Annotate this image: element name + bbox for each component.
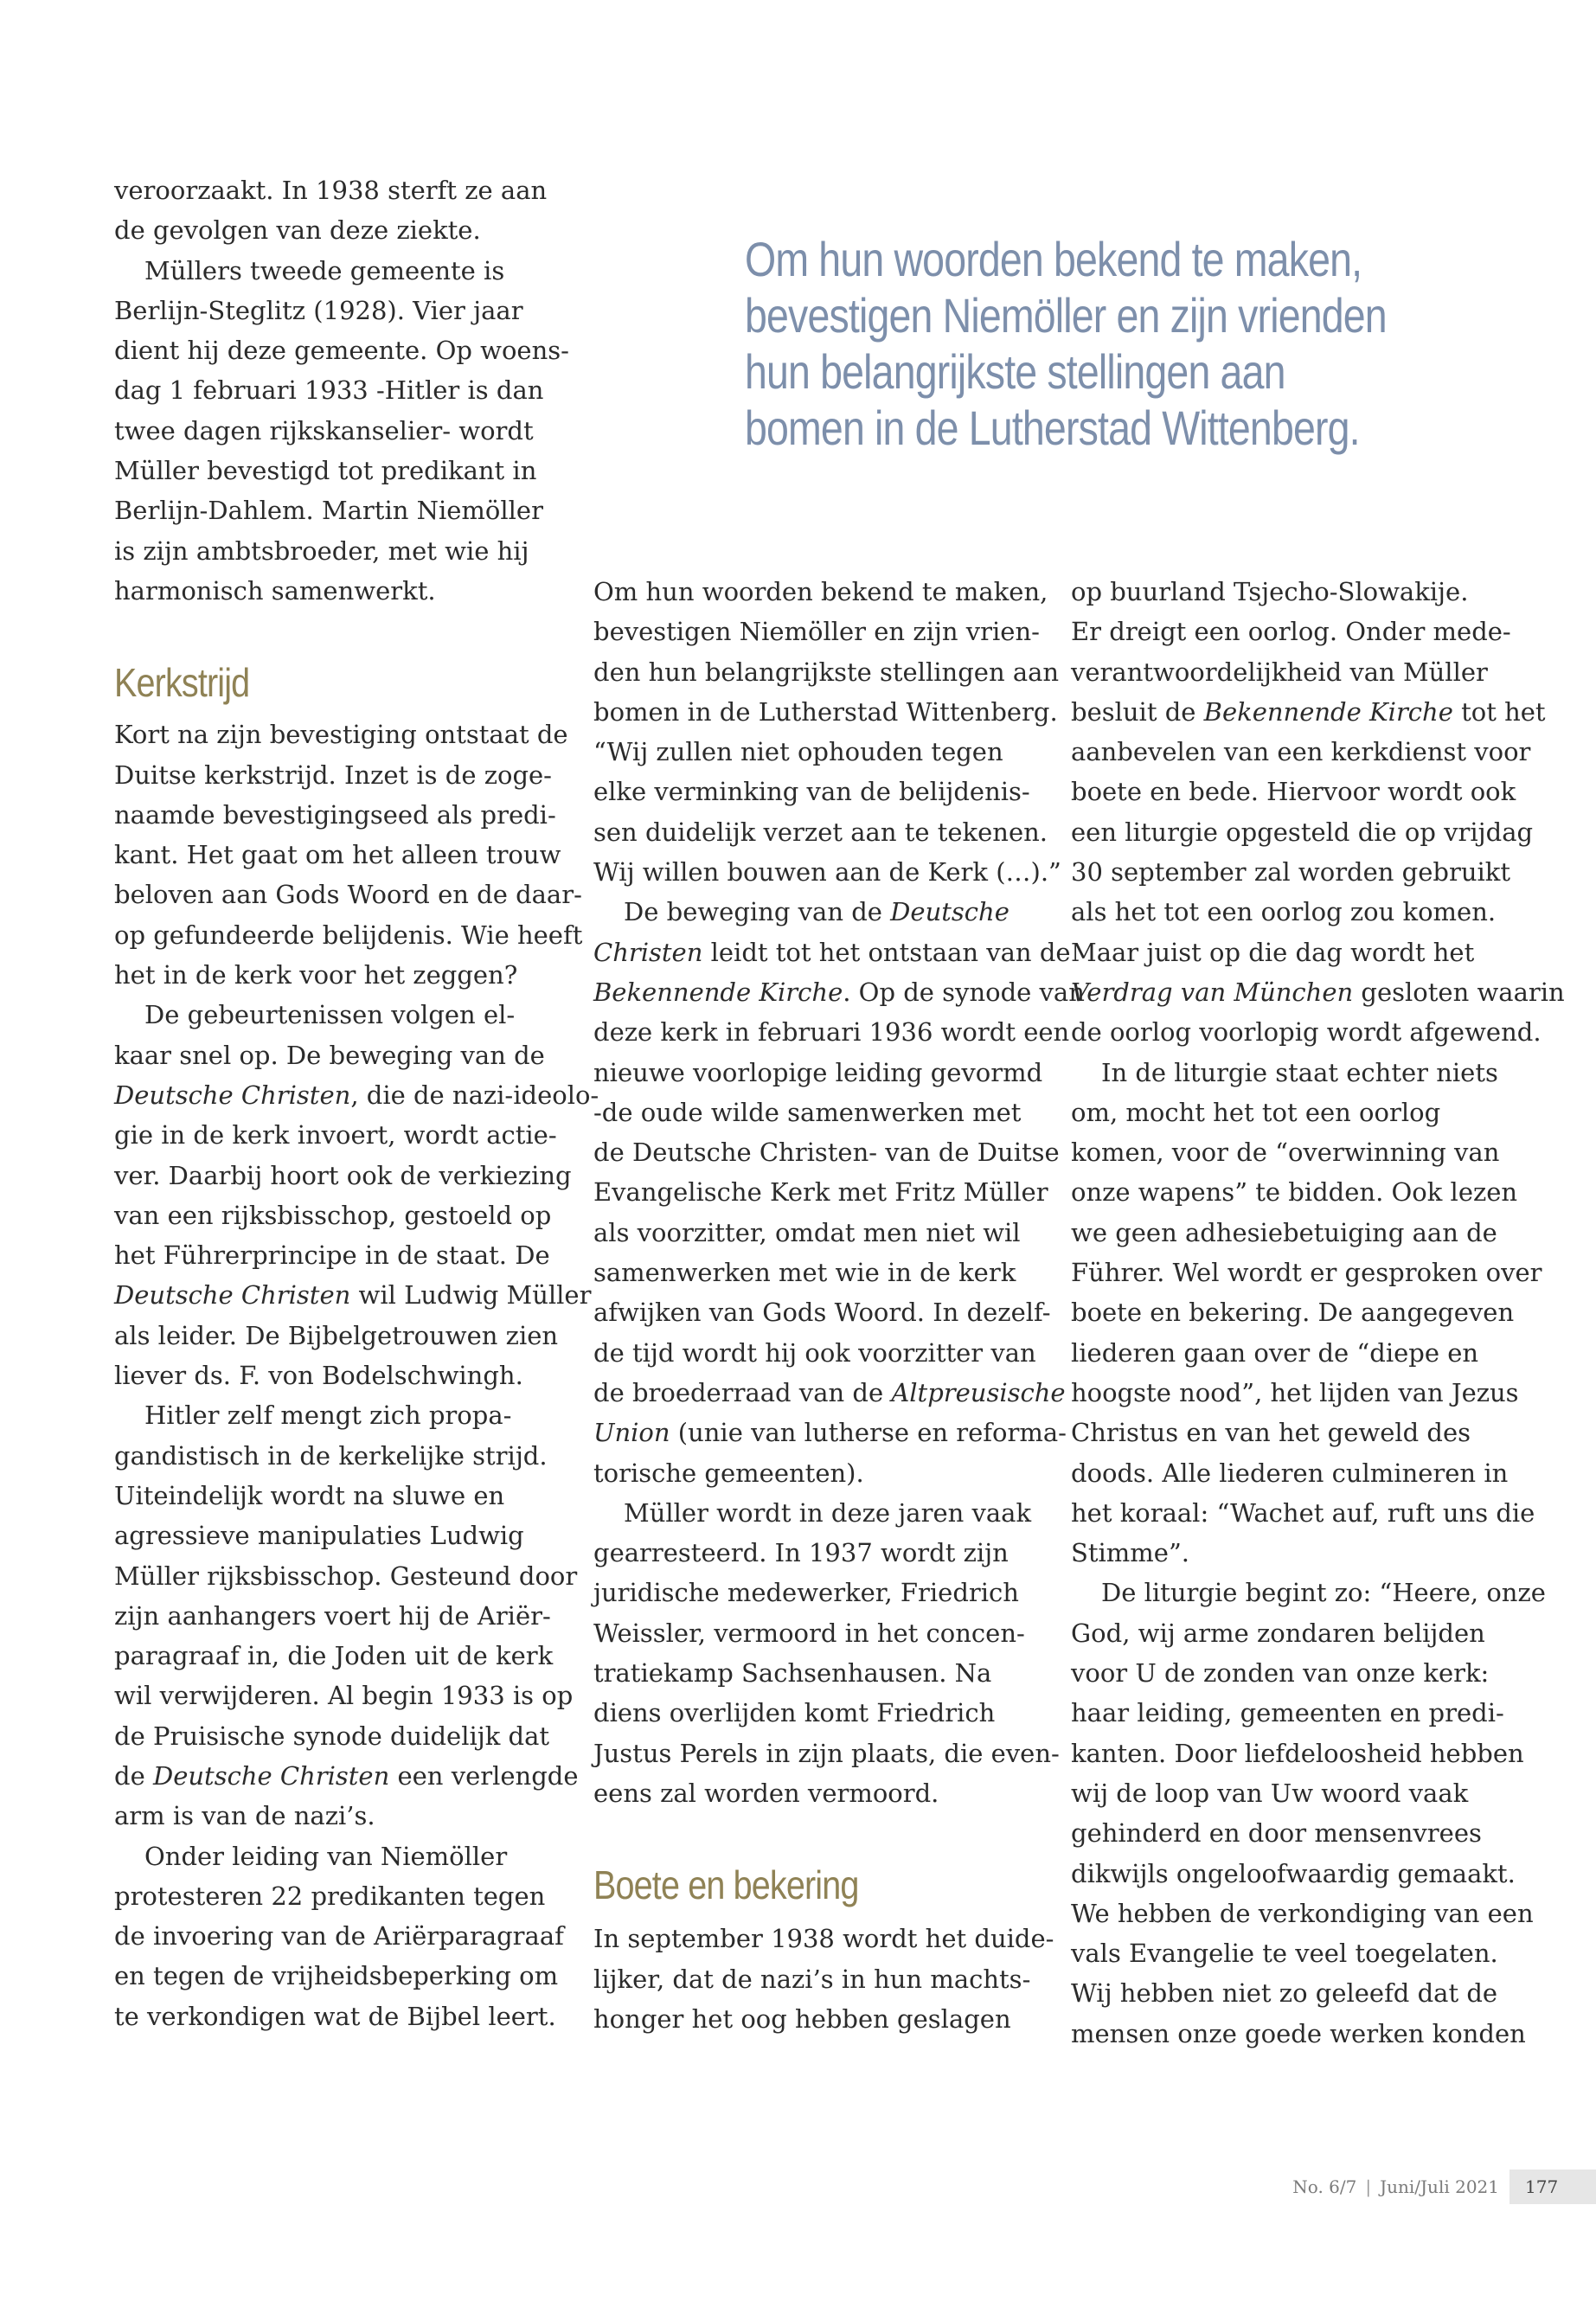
- text-line: Weissler, vermoord in het concen-: [593, 1618, 1025, 1648]
- italic-term: Deutsche Christen: [114, 1280, 351, 1311]
- text-line: komen, voor de “overwinning van: [1071, 1138, 1500, 1168]
- text-line: gandistisch in de kerkelijke strijd.: [114, 1440, 548, 1471]
- text-line: God, wij arme zondaren belijden: [1071, 1618, 1485, 1648]
- text-line: arm is van de nazi’s.: [114, 1801, 375, 1831]
- pull-quote: [745, 231, 1391, 456]
- text-line: op buurland Tsjecho-Slowakije.: [1071, 577, 1469, 606]
- text-line: veroorzaakt. In 1938 sterft ze aan: [114, 176, 548, 205]
- text-line: Uiteindelijk wordt na sluwe en: [114, 1480, 505, 1510]
- issue-date: Juni/Juli 2021: [1380, 2176, 1499, 2197]
- italic-term: Verdrag van München: [1071, 977, 1354, 1007]
- text-line: Christus en van het geweld des: [1071, 1418, 1471, 1448]
- text-line: liever ds. F. von Bodelschwingh.: [114, 1361, 523, 1391]
- text-line: . Op de synode van: [843, 977, 1085, 1007]
- paragraph: [114, 251, 569, 612]
- text-line: sen duidelijk verzet aan te tekenen.: [593, 817, 1048, 847]
- paragraph: [593, 572, 1061, 892]
- paragraph: [1071, 572, 1565, 1053]
- text-line: van een rijksbisschop, gestoeld op: [114, 1200, 552, 1230]
- text-line: Evangelische Kerk met Fritz Müller: [593, 1177, 1048, 1208]
- text-line: Er dreigt een oorlog. Onder mede-: [1071, 617, 1511, 647]
- text-line: vals Evangelie te veel toegelaten.: [1071, 1939, 1498, 1969]
- text-line: eens zal worden vermoord.: [593, 1778, 939, 1808]
- text-line: Justus Perels in zijn plaats, die even-: [593, 1738, 1060, 1768]
- text-line: samenwerken met wie in de kerk: [593, 1258, 1016, 1288]
- text-line: Müller wordt in deze jaren vaak: [624, 1497, 1032, 1528]
- text-line: onze wapens” te bidden. Ook lezen: [1071, 1177, 1518, 1208]
- paragraph: [114, 995, 599, 1395]
- pull-quote-line: Om hun woorden bekend te maken,: [745, 232, 1362, 286]
- text-line: de: [114, 1760, 153, 1791]
- text-line: liederen gaan over de “diepe en: [1071, 1337, 1479, 1368]
- text-line: hoogste nood”, het lijden van Jezus: [1071, 1377, 1519, 1407]
- text-line: Maar juist op die dag wordt het: [1071, 937, 1475, 967]
- text-line: doods. Alle liederen culmineren in: [1071, 1458, 1509, 1488]
- paragraph: [593, 1919, 1054, 2039]
- text-line: De gebeurtenissen volgen el-: [144, 1000, 516, 1030]
- text-line: dient hij deze gemeente. Op woens-: [114, 336, 569, 366]
- text-column-1: [114, 170, 599, 2036]
- text-line: den hun belangrijkste stellingen aan: [593, 657, 1060, 687]
- text-line: boete en bede. Hiervoor wordt ook: [1071, 777, 1516, 807]
- text-line: gie in de kerk invoert, wordt actie-: [114, 1120, 557, 1150]
- text-line: zijn aanhangers voert hij de Ariër-: [114, 1600, 551, 1631]
- text-line: bomen in de Lutherstad Wittenberg.: [593, 696, 1058, 727]
- text-line: kanten. Door liefdeloosheid hebben: [1071, 1738, 1524, 1768]
- text-line: wil Ludwig Müller: [350, 1280, 592, 1311]
- text-line: dag 1 februari 1933 -Hitler is dan: [114, 375, 544, 406]
- text-line: beloven aan Gods Woord en de daar-: [114, 880, 582, 910]
- text-line: als het tot een oorlog zou komen.: [1071, 897, 1497, 927]
- text-line: is zijn ambtsbroeder, met wie hij: [114, 535, 529, 566]
- text-line: kant. Het gaat om het alleen trouw: [114, 840, 561, 870]
- text-line: deze kerk in februari 1936 wordt een: [593, 1017, 1070, 1048]
- paragraph: [114, 715, 583, 995]
- text-line: gehinderd en door mensenvrees: [1071, 1818, 1482, 1849]
- page-number: 177: [1509, 2170, 1596, 2204]
- text-line: een liturgie opgesteld die op vrijdag: [1071, 817, 1534, 847]
- text-line: Stimme”.: [1071, 1538, 1189, 1568]
- text-line: dikwijls ongeloofwaardig gemaakt.: [1071, 1858, 1516, 1888]
- text-line: De liturgie begint zo: “Heere, onze: [1101, 1578, 1546, 1608]
- pull-quote-line: bomen in de Lutherstad Wittenberg.: [745, 401, 1360, 455]
- text-line: te verkondigen wat de Bijbel leert.: [114, 2001, 556, 2031]
- text-line: Müller bevestigd tot predikant in: [114, 456, 537, 486]
- text-line: harmonisch samenwerkt.: [114, 575, 436, 606]
- text-line: leidt tot het ontstaan van de: [702, 937, 1071, 967]
- pull-quote-line: bevestigen Niemöller en zijn vrienden: [745, 288, 1387, 343]
- text-line: juridische medewerker, Friedrich: [593, 1578, 1019, 1608]
- italic-term: Christen: [593, 937, 703, 967]
- text-line: Duitse kerkstrijd. Inzet is de zoge-: [114, 760, 552, 790]
- text-column-3: [1071, 572, 1565, 2054]
- text-column-2: [593, 572, 1085, 2039]
- paragraph: [114, 170, 555, 251]
- text-line: Berlijn-Dahlem. Martin Niemöller: [114, 496, 543, 526]
- text-line: de oorlog voorlopig wordt afgewend.: [1071, 1017, 1542, 1048]
- text-line: elke verminking van de belijdenis-: [593, 777, 1030, 807]
- text-line: als voorzitter, omdat men niet wil: [593, 1217, 1021, 1247]
- text-line: het in de kerk voor het zeggen?: [114, 960, 518, 990]
- text-line: de gevolgen van deze ziekte.: [114, 215, 481, 246]
- text-line: De beweging van de: [624, 897, 891, 927]
- issue-info: [1292, 2176, 1499, 2197]
- text-line: diens overlijden komt Friedrich: [593, 1698, 996, 1728]
- italic-term: Deutsche Christen: [114, 1080, 351, 1110]
- text-line: Hitler zelf mengt zich propa-: [144, 1400, 512, 1431]
- text-line: Müllers tweede gemeente is: [144, 255, 505, 285]
- text-line: boete en bekering. De aangegeven: [1071, 1298, 1515, 1328]
- italic-term: Bekennende Kirche: [593, 977, 843, 1007]
- text-line: haar leiding, gemeenten en predi-: [1071, 1698, 1504, 1728]
- text-line: gesloten waarin: [1353, 977, 1565, 1007]
- text-line: “Wij zullen niet ophouden tegen: [593, 737, 1003, 767]
- section-heading-kerkstrijd: Kerkstrijd: [114, 660, 250, 706]
- text-line: gearresteerd. In 1937 wordt zijn: [593, 1538, 1009, 1568]
- text-line: wil verwijderen. Al begin 1933 is op: [114, 1681, 574, 1711]
- section-heading-boete-en-bekering: Boete en bekering: [593, 1862, 859, 1908]
- text-line: en tegen de vrijheidsbeperking om: [114, 1961, 559, 1991]
- text-line: Berlijn-Steglitz (1928). Vier jaar: [114, 295, 523, 325]
- text-line: mensen onze goede werken konden: [1071, 2018, 1526, 2048]
- text-line: In de liturgie staat echter niets: [1101, 1057, 1498, 1087]
- text-line: nieuwe voorlopige leiding gevormd: [593, 1057, 1043, 1087]
- page-footer: [1292, 2170, 1596, 2204]
- text-line: lijker, dat de nazi’s in hun machts-: [593, 1964, 1031, 1994]
- text-line: aanbevelen van een kerkdienst voor: [1071, 737, 1531, 767]
- text-line: om, mocht het tot een oorlog: [1071, 1097, 1441, 1127]
- text-line: bevestigen Niemöller en zijn vrien-: [593, 617, 1040, 647]
- text-line: (unie van lutherse en reforma-: [670, 1418, 1067, 1448]
- text-line: agressieve manipulaties Ludwig: [114, 1521, 524, 1551]
- text-line: Müller rijksbisschop. Gesteund door: [114, 1561, 578, 1591]
- text-line: 30 september zal worden gebruikt: [1071, 857, 1511, 888]
- text-line: verantwoordelijkheid van Müller: [1071, 657, 1488, 687]
- text-line: het Führerprincipe in de staat. De: [114, 1240, 550, 1271]
- paragraph: [1071, 1573, 1546, 2054]
- text-line: de Deutsche Christen- van de Duitse: [593, 1138, 1060, 1168]
- text-line: op gefundeerde belijdenis. Wie heeft: [114, 920, 583, 950]
- italic-term: Deutsche: [890, 897, 1010, 927]
- text-line: tot het: [1452, 696, 1546, 727]
- text-line: de Pruisische synode duidelijk dat: [114, 1721, 550, 1751]
- text-line: Wij hebben niet zo geleefd dat de: [1071, 1978, 1498, 2009]
- text-line: de broederraad van de: [593, 1377, 892, 1407]
- text-line: ver. Daarbij hoort ook de verkiezing: [114, 1160, 572, 1190]
- italic-term: Deutsche Christen: [152, 1760, 390, 1791]
- paragraph: [1071, 1053, 1542, 1574]
- text-line: besluit de: [1071, 696, 1204, 727]
- text-line: Onder leiding van Niemöller: [144, 1841, 508, 1871]
- text-line: afwijken van Gods Woord. In dezelf-: [593, 1298, 1051, 1328]
- text-line: Kort na zijn bevestiging ontstaat de: [114, 720, 568, 750]
- text-line: we geen adhesiebetuiging aan de: [1071, 1217, 1497, 1247]
- paragraph: [114, 1836, 564, 2036]
- italic-term: Union: [593, 1418, 670, 1448]
- paragraph: [593, 892, 1085, 1492]
- text-line: tratiekamp Sachsenhausen. Na: [593, 1658, 992, 1689]
- text-line: -de oude wilde samenwerken met: [593, 1097, 1022, 1127]
- text-line: de tijd wordt hij ook voorzitter van: [593, 1337, 1036, 1368]
- italic-term: Altpreusische: [891, 1377, 1066, 1407]
- text-line: Führer. Wel wordt er gesproken over: [1071, 1258, 1542, 1288]
- text-line: naamde bevestigingseed als predi-: [114, 799, 556, 830]
- text-line: kaar snel op. De beweging van de: [114, 1040, 545, 1070]
- text-line: wij de loop van Uw woord vaak: [1071, 1778, 1469, 1808]
- text-line: Om hun woorden bekend te maken,: [593, 577, 1048, 606]
- pull-quote-line: hun belangrijkste stellingen aan: [745, 344, 1285, 399]
- text-line: We hebben de verkondiging van een: [1071, 1898, 1534, 1928]
- text-line: , die de nazi-ideolo-: [350, 1080, 599, 1110]
- text-line: In september 1938 wordt het duide-: [593, 1924, 1054, 1954]
- text-line: Wij willen bouwen aan de Kerk (…).”: [593, 857, 1061, 888]
- text-line: de invoering van de Ariërparagraaf: [114, 1921, 564, 1952]
- text-line: als leider. De Bijbelgetrouwen zien: [114, 1320, 559, 1350]
- text-line: voor U de zonden van onze kerk:: [1071, 1658, 1490, 1689]
- text-line: paragraaf in, die Joden uit de kerk: [114, 1641, 554, 1671]
- text-line: torische gemeenten).: [593, 1458, 864, 1488]
- text-line: het koraal: “Wachet auf, ruft uns die: [1071, 1497, 1535, 1528]
- text-line: protesteren 22 predikanten tegen: [114, 1881, 546, 1911]
- text-line: honger het oog hebben geslagen: [593, 2003, 1011, 2034]
- italic-term: Bekennende Kirche: [1203, 696, 1453, 727]
- issue-number: No. 6/7: [1292, 2176, 1357, 2197]
- paragraph: [114, 1395, 579, 1836]
- footer-separator: |: [1365, 2176, 1372, 2197]
- paragraph: [593, 1493, 1060, 1813]
- text-line: een verlengde: [389, 1760, 579, 1791]
- text-line: twee dagen rijkskanselier- wordt: [114, 415, 534, 445]
